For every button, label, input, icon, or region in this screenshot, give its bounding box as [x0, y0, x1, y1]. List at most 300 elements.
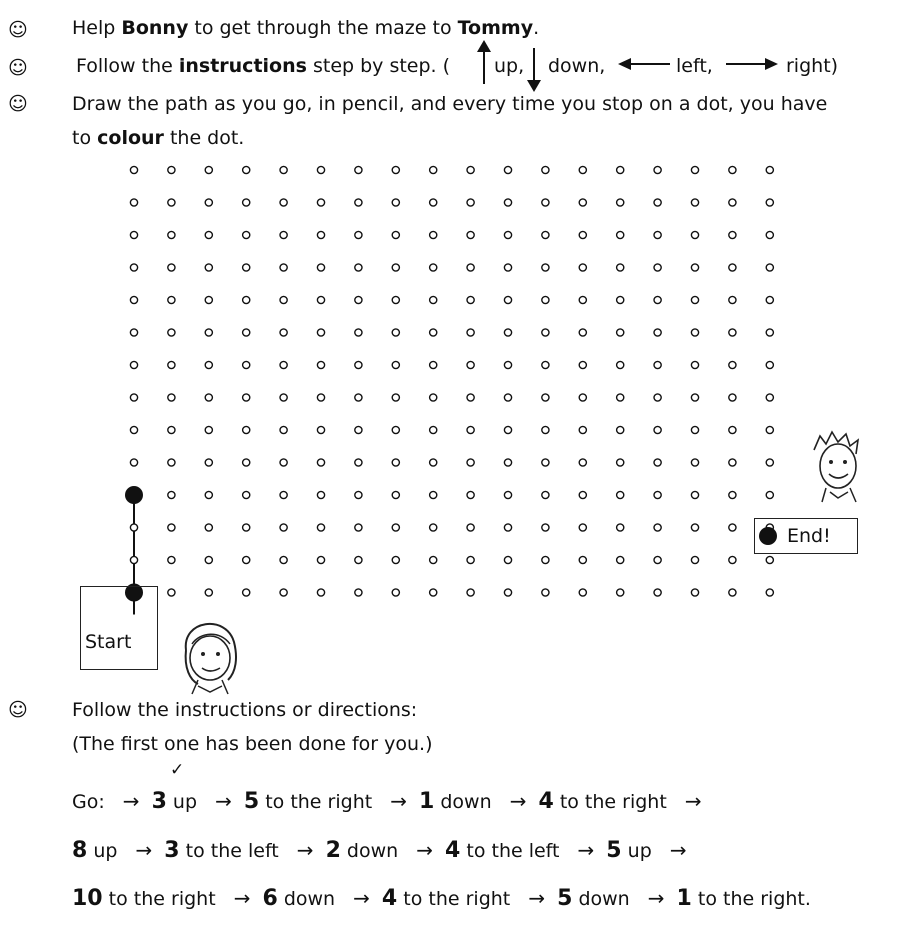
- maze-dot[interactable]: [280, 264, 287, 271]
- step-count: 8: [72, 838, 88, 863]
- maze-dot[interactable]: [392, 426, 399, 433]
- maze-dot[interactable]: [317, 524, 324, 531]
- maze-dot[interactable]: [617, 394, 624, 401]
- maze-dot[interactable]: [130, 394, 137, 401]
- maze-dot[interactable]: [691, 589, 698, 596]
- maze-dot[interactable]: [467, 166, 474, 173]
- maze-dot[interactable]: [691, 231, 698, 238]
- maze-dot[interactable]: [691, 524, 698, 531]
- maze-dot[interactable]: [205, 426, 212, 433]
- maze-dot[interactable]: [467, 329, 474, 336]
- maze-dot[interactable]: [130, 264, 137, 271]
- maze-dot[interactable]: [691, 491, 698, 498]
- maze-dot[interactable]: [317, 264, 324, 271]
- arrow-right-icon: →: [122, 789, 140, 813]
- maze-dot[interactable]: [355, 361, 362, 368]
- maze-dot[interactable]: [392, 166, 399, 173]
- maze-dot[interactable]: [766, 459, 773, 466]
- maze-dot[interactable]: [542, 199, 549, 206]
- step-direction: to the right.: [697, 888, 811, 910]
- maze-dot[interactable]: [467, 394, 474, 401]
- maze-dot[interactable]: [355, 264, 362, 271]
- maze-dot[interactable]: [579, 166, 586, 173]
- maze-dot[interactable]: [504, 589, 511, 596]
- maze-dot[interactable]: [430, 524, 437, 531]
- arrow-right-icon: →: [233, 886, 251, 910]
- maze-dot[interactable]: [617, 264, 624, 271]
- maze-dot[interactable]: [168, 329, 175, 336]
- maze-dot[interactable]: [729, 524, 736, 531]
- tommy-face-illustration: [806, 428, 870, 506]
- maze-dot[interactable]: [317, 199, 324, 206]
- maze-dot[interactable]: [617, 361, 624, 368]
- maze-dot[interactable]: [392, 231, 399, 238]
- maze-dot[interactable]: [654, 459, 661, 466]
- maze-dot[interactable]: [355, 166, 362, 173]
- maze-dot[interactable]: [467, 199, 474, 206]
- maze-dot[interactable]: [280, 166, 287, 173]
- maze-dot[interactable]: [617, 166, 624, 173]
- smiley-icon: ☺: [8, 19, 28, 41]
- maze-dot[interactable]: [317, 426, 324, 433]
- text: to: [72, 127, 98, 149]
- maze-dot[interactable]: [617, 199, 624, 206]
- maze-dot[interactable]: [542, 426, 549, 433]
- maze-dot[interactable]: [729, 264, 736, 271]
- maze-dot[interactable]: [243, 491, 250, 498]
- maze-dot[interactable]: [542, 329, 549, 336]
- maze-dot[interactable]: [654, 199, 661, 206]
- bonny-face-illustration: [168, 610, 258, 696]
- maze-dot[interactable]: [243, 296, 250, 303]
- maze-dot[interactable]: [766, 231, 773, 238]
- maze-dot[interactable]: [766, 296, 773, 303]
- maze-dot[interactable]: [579, 556, 586, 563]
- maze-dot[interactable]: [392, 296, 399, 303]
- maze-dot[interactable]: [729, 231, 736, 238]
- maze-dot[interactable]: [168, 296, 175, 303]
- maze-dot[interactable]: [766, 394, 773, 401]
- step-direction: to the right: [403, 888, 511, 910]
- maze-dot[interactable]: [579, 491, 586, 498]
- maze-dot[interactable]: [280, 589, 287, 596]
- maze-dot[interactable]: [168, 491, 175, 498]
- maze-dot[interactable]: [691, 459, 698, 466]
- steps-row-2: [72, 837, 699, 864]
- maze-dot[interactable]: [205, 264, 212, 271]
- maze-dot[interactable]: [280, 491, 287, 498]
- maze-dot[interactable]: [654, 426, 661, 433]
- maze-dot[interactable]: [243, 556, 250, 563]
- maze-dot[interactable]: [654, 491, 661, 498]
- maze-dot[interactable]: [317, 166, 324, 173]
- legend-right: right): [786, 55, 839, 77]
- maze-dot[interactable]: [355, 296, 362, 303]
- maze-dot[interactable]: [542, 394, 549, 401]
- maze-dot[interactable]: [280, 394, 287, 401]
- maze-dot[interactable]: [542, 459, 549, 466]
- step-count: 5: [243, 789, 260, 814]
- maze-dot[interactable]: [729, 459, 736, 466]
- maze-dot[interactable]: [280, 426, 287, 433]
- maze-dot[interactable]: [392, 199, 399, 206]
- maze-dot[interactable]: [504, 264, 511, 271]
- maze-dot[interactable]: [130, 426, 137, 433]
- arrow-right-icon: →: [684, 789, 702, 813]
- maze-dot[interactable]: [205, 329, 212, 336]
- maze-dot[interactable]: [280, 199, 287, 206]
- step-count: 4: [381, 886, 398, 911]
- maze-dot[interactable]: [654, 329, 661, 336]
- text: Follow the: [76, 55, 179, 77]
- bonny-name: Bonny: [121, 17, 189, 39]
- instructions-heading: Follow the instructions or directions:: [72, 699, 418, 721]
- maze-dot[interactable]: [430, 166, 437, 173]
- maze-dot[interactable]: [654, 264, 661, 271]
- maze-dot[interactable]: [766, 426, 773, 433]
- maze-dot[interactable]: [392, 394, 399, 401]
- maze-dot[interactable]: [205, 524, 212, 531]
- maze-dot[interactable]: [430, 491, 437, 498]
- maze-dot[interactable]: [504, 426, 511, 433]
- maze-dot[interactable]: [542, 166, 549, 173]
- intro-line-3: Draw the path as you go, in pencil, and every time you stop on a dot, you have: [72, 93, 828, 115]
- maze-dot[interactable]: [542, 361, 549, 368]
- maze-dot[interactable]: [579, 459, 586, 466]
- maze-dot[interactable]: [205, 231, 212, 238]
- maze-dot[interactable]: [392, 524, 399, 531]
- arrow-right-icon: →: [353, 886, 370, 910]
- maze-dot[interactable]: [617, 459, 624, 466]
- maze-dot[interactable]: [654, 524, 661, 531]
- maze-dot[interactable]: [392, 361, 399, 368]
- maze-dot[interactable]: [168, 264, 175, 271]
- maze-dot[interactable]: [243, 589, 250, 596]
- maze-dot[interactable]: [617, 426, 624, 433]
- maze-dot[interactable]: [729, 556, 736, 563]
- maze-dot[interactable]: [205, 589, 212, 596]
- maze-dot[interactable]: [691, 166, 698, 173]
- smiley-icon: ☺: [8, 699, 28, 721]
- maze-dot[interactable]: [504, 524, 511, 531]
- maze-dot[interactable]: [168, 426, 175, 433]
- maze-dot[interactable]: [430, 296, 437, 303]
- maze-dot[interactable]: [392, 491, 399, 498]
- text: step by step. (: [306, 55, 451, 77]
- step-count: 5: [557, 886, 573, 911]
- maze-dot[interactable]: [691, 329, 698, 336]
- maze-dot[interactable]: [317, 296, 324, 303]
- maze-dot[interactable]: [130, 361, 137, 368]
- step-count: 4: [538, 789, 554, 814]
- maze-dot[interactable]: [654, 361, 661, 368]
- maze-dot[interactable]: [617, 231, 624, 238]
- maze-dot[interactable]: [205, 166, 212, 173]
- maze-dot[interactable]: [130, 296, 137, 303]
- maze-dot[interactable]: [130, 231, 137, 238]
- maze-dot[interactable]: [430, 459, 437, 466]
- arrow-right-icon: →: [669, 838, 687, 862]
- arrow-right-icon: →: [416, 838, 434, 862]
- maze-dot[interactable]: [317, 459, 324, 466]
- maze-dot[interactable]: [467, 524, 474, 531]
- maze-dot[interactable]: [392, 589, 399, 596]
- maze-dot[interactable]: [504, 296, 511, 303]
- maze-dot[interactable]: [317, 556, 324, 563]
- maze-dot[interactable]: [542, 556, 549, 563]
- maze-dot[interactable]: [542, 524, 549, 531]
- maze-dot[interactable]: [317, 231, 324, 238]
- maze-dot[interactable]: [243, 361, 250, 368]
- maze-dot[interactable]: [729, 426, 736, 433]
- steps-row-3: [72, 885, 811, 912]
- end-box: [754, 518, 858, 554]
- maze-dot[interactable]: [579, 329, 586, 336]
- maze-dot[interactable]: [168, 199, 175, 206]
- maze-dot[interactable]: [691, 361, 698, 368]
- maze-dot[interactable]: [317, 329, 324, 336]
- maze-dot[interactable]: [504, 394, 511, 401]
- step-direction: down: [346, 840, 399, 862]
- maze-dot[interactable]: [243, 524, 250, 531]
- maze-dot[interactable]: [168, 231, 175, 238]
- maze-dot[interactable]: [168, 459, 175, 466]
- maze-dot[interactable]: [467, 361, 474, 368]
- maze-dot[interactable]: [317, 394, 324, 401]
- maze-dot[interactable]: [355, 524, 362, 531]
- maze-dot[interactable]: [430, 556, 437, 563]
- maze-dot[interactable]: [467, 296, 474, 303]
- maze-dot[interactable]: [355, 329, 362, 336]
- maze-dot[interactable]: [467, 264, 474, 271]
- step-count: 3: [151, 789, 167, 814]
- maze-dot[interactable]: [243, 231, 250, 238]
- maze-dot[interactable]: [467, 491, 474, 498]
- maze-dot[interactable]: [579, 589, 586, 596]
- maze-dot[interactable]: [355, 589, 362, 596]
- maze-dot[interactable]: [579, 231, 586, 238]
- maze-dot[interactable]: [205, 556, 212, 563]
- maze-dot[interactable]: [280, 296, 287, 303]
- maze-dot[interactable]: [542, 491, 549, 498]
- maze-dot[interactable]: [317, 589, 324, 596]
- maze-dot[interactable]: [579, 361, 586, 368]
- start-label: Start: [85, 631, 132, 653]
- maze-dot[interactable]: [355, 459, 362, 466]
- maze-dot[interactable]: [467, 426, 474, 433]
- maze-dot[interactable]: [766, 589, 773, 596]
- maze-dot[interactable]: [766, 199, 773, 206]
- maze-dot[interactable]: [168, 524, 175, 531]
- maze-dot[interactable]: [729, 166, 736, 173]
- maze-dot[interactable]: [654, 556, 661, 563]
- maze-dot[interactable]: [729, 491, 736, 498]
- maze-dot[interactable]: [504, 491, 511, 498]
- smiley-icon: ☺: [8, 93, 28, 115]
- maze-dot[interactable]: [579, 264, 586, 271]
- maze-dot[interactable]: [130, 556, 137, 563]
- maze-dot[interactable]: [430, 589, 437, 596]
- maze-dot[interactable]: [280, 524, 287, 531]
- maze-dot[interactable]: [504, 199, 511, 206]
- maze-dot[interactable]: [617, 589, 624, 596]
- maze-dot[interactable]: [355, 199, 362, 206]
- maze-dot[interactable]: [243, 166, 250, 173]
- maze-dot[interactable]: [430, 199, 437, 206]
- maze-dot[interactable]: [168, 361, 175, 368]
- maze-dot[interactable]: [130, 166, 137, 173]
- maze-dot[interactable]: [243, 394, 250, 401]
- maze-dot[interactable]: [355, 491, 362, 498]
- maze-dot[interactable]: [130, 199, 137, 206]
- maze-dot[interactable]: [205, 459, 212, 466]
- maze-dot[interactable]: [467, 459, 474, 466]
- maze-dot[interactable]: [243, 264, 250, 271]
- maze-dot[interactable]: [168, 166, 175, 173]
- maze-dot[interactable]: [243, 426, 250, 433]
- maze-dot[interactable]: [766, 264, 773, 271]
- maze-dot[interactable]: [430, 329, 437, 336]
- maze-dot[interactable]: [729, 361, 736, 368]
- maze-dot[interactable]: [654, 296, 661, 303]
- maze-dot[interactable]: [579, 524, 586, 531]
- maze-dot[interactable]: [691, 296, 698, 303]
- steps-row-1: [72, 788, 714, 815]
- maze-dot[interactable]: [617, 329, 624, 336]
- maze-dot[interactable]: [766, 166, 773, 173]
- maze-dot[interactable]: [654, 231, 661, 238]
- maze-dot[interactable]: [691, 556, 698, 563]
- maze-dot[interactable]: [504, 556, 511, 563]
- instructions-word: instructions: [178, 55, 307, 77]
- maze-dot[interactable]: [766, 491, 773, 498]
- maze-dot[interactable]: [467, 589, 474, 596]
- maze-dot[interactable]: [430, 394, 437, 401]
- maze-dot[interactable]: [654, 589, 661, 596]
- maze-dot[interactable]: [504, 231, 511, 238]
- maze-dot[interactable]: [691, 264, 698, 271]
- step-direction: down: [283, 888, 336, 910]
- maze-dot[interactable]: [542, 589, 549, 596]
- maze-dot[interactable]: [691, 199, 698, 206]
- maze-dot[interactable]: [579, 426, 586, 433]
- maze-dot[interactable]: [205, 394, 212, 401]
- maze-dot[interactable]: [355, 394, 362, 401]
- tommy-name: Tommy: [457, 17, 534, 39]
- maze-dot[interactable]: [205, 361, 212, 368]
- maze-dot[interactable]: [617, 524, 624, 531]
- maze-dot[interactable]: [766, 329, 773, 336]
- maze-dot[interactable]: [504, 361, 511, 368]
- maze-dot[interactable]: [392, 459, 399, 466]
- maze-dot[interactable]: [280, 556, 287, 563]
- maze-dot[interactable]: [317, 491, 324, 498]
- maze-dot[interactable]: [542, 296, 549, 303]
- maze-dot[interactable]: [392, 264, 399, 271]
- maze-dot[interactable]: [579, 296, 586, 303]
- maze-dot[interactable]: [729, 199, 736, 206]
- maze-dot[interactable]: [579, 394, 586, 401]
- maze-dot[interactable]: [504, 459, 511, 466]
- maze-dot[interactable]: [130, 329, 137, 336]
- maze-dot[interactable]: [130, 524, 137, 531]
- step-direction: down: [578, 888, 630, 910]
- text: Help: [72, 17, 122, 39]
- maze-dot[interactable]: [205, 296, 212, 303]
- maze-dot[interactable]: [729, 296, 736, 303]
- maze-dot[interactable]: [430, 361, 437, 368]
- maze-dot[interactable]: [542, 231, 549, 238]
- go-label: Go:: [72, 791, 105, 813]
- maze-dot[interactable]: [691, 426, 698, 433]
- maze-dot[interactable]: [130, 459, 137, 466]
- step-count: 1: [676, 886, 692, 911]
- legend-left: left,: [676, 55, 713, 77]
- step-count: 5: [606, 838, 622, 863]
- maze-dot[interactable]: [243, 329, 250, 336]
- maze-dot[interactable]: [654, 394, 661, 401]
- maze-dot[interactable]: [430, 264, 437, 271]
- maze-dot[interactable]: [205, 491, 212, 498]
- maze-dot[interactable]: [729, 589, 736, 596]
- maze-dot[interactable]: [766, 361, 773, 368]
- maze-dot[interactable]: [317, 361, 324, 368]
- maze-dot[interactable]: [691, 394, 698, 401]
- maze-dot[interactable]: [280, 361, 287, 368]
- maze-dot[interactable]: [617, 296, 624, 303]
- maze-dot[interactable]: [729, 394, 736, 401]
- text: to get through the maze to: [188, 17, 458, 39]
- maze-dot[interactable]: [504, 329, 511, 336]
- maze-dot[interactable]: [280, 459, 287, 466]
- step-direction: up: [627, 840, 652, 862]
- maze-dot[interactable]: [392, 556, 399, 563]
- maze-dot-filled[interactable]: [125, 486, 143, 504]
- maze-dot[interactable]: [542, 264, 549, 271]
- maze-dot[interactable]: [654, 166, 661, 173]
- maze-dot[interactable]: [355, 556, 362, 563]
- start-box: [80, 586, 158, 670]
- maze-dot[interactable]: [280, 329, 287, 336]
- maze-dot[interactable]: [504, 166, 511, 173]
- maze-dot[interactable]: [280, 231, 287, 238]
- maze-dot[interactable]: [430, 426, 437, 433]
- maze-dot[interactable]: [355, 231, 362, 238]
- maze-dot[interactable]: [729, 329, 736, 336]
- maze-dot[interactable]: [168, 394, 175, 401]
- maze-dot[interactable]: [355, 426, 362, 433]
- maze-dot[interactable]: [467, 556, 474, 563]
- maze-dot[interactable]: [617, 491, 624, 498]
- step-count: 3: [164, 838, 180, 863]
- maze-dot[interactable]: [168, 589, 175, 596]
- maze-dot[interactable]: [430, 231, 437, 238]
- step-direction: to the left: [466, 840, 560, 862]
- maze-dot[interactable]: [467, 231, 474, 238]
- maze-dot[interactable]: [766, 556, 773, 563]
- maze-dot[interactable]: [392, 329, 399, 336]
- maze-dot[interactable]: [579, 199, 586, 206]
- end-label: End!: [787, 525, 831, 547]
- maze-dot[interactable]: [617, 556, 624, 563]
- maze-dot[interactable]: [243, 459, 250, 466]
- maze-dot[interactable]: [205, 199, 212, 206]
- step-direction: to the right: [265, 791, 373, 813]
- arrow-right-icon: →: [296, 838, 314, 862]
- maze-dot[interactable]: [168, 556, 175, 563]
- arrow-right-icon: →: [135, 838, 153, 862]
- maze-dot[interactable]: [243, 199, 250, 206]
